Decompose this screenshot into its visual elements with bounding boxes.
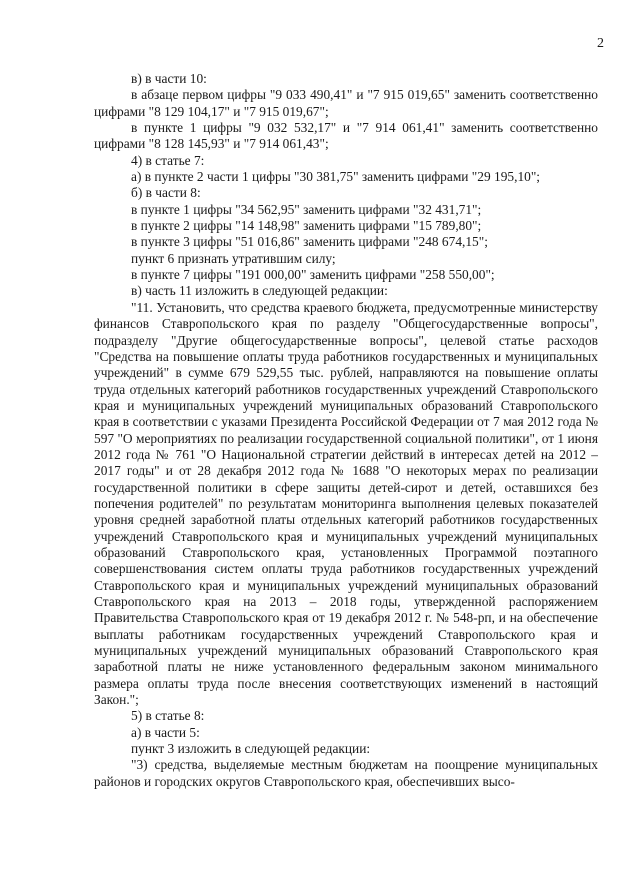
paragraph-point-3-heading: пункт 3 изложить в следующей редакции: [131,741,371,757]
paragraph-part-11-heading: в) часть 11 изложить в следующей редакции: [131,283,388,299]
paragraph-part-8-heading: б) в части 8: [131,185,201,201]
document-body [94,71,598,790]
paragraph-part-5-heading: а) в части 5: [131,724,200,740]
paragraph-point-3-text: "3) средства, выделяемые местным бюджетам на поощрение муниципальных районов и городских округов Ставропольского края, обеспечивших высо- [94,757,598,789]
paragraph-part-10-heading: в) в части 10: [131,71,207,86]
paragraph-article-7-heading: 4) в статье 7: [131,152,205,168]
paragraph-point-1-replacement: в пункте 1 цифры "9 032 532,17" и "7 914 061,41" заменить соответственно цифрами "8 128 145,93" и "7 914 061,43"; [94,120,598,152]
paragraph-part-11-text: "11. Установить, что средства краевого бюджета, предусмотренные министерству финансов Ставропольского края по разделу "Общегосударственные вопросы", подразделу "Другие общегосударственные вопросы", целевой статье расходов "Средства на повышение оплаты труда работников государственных и муниципальных учреждений" в сумме 679 529,55 тыс. рублей, направляются на повышение оплаты труда отдельных категорий работников государственных учреждений Ставропольского края и муниципальных учреждений муниципальных образований Ставропольского края в соответствии с указами Президента Российской Федерации от 7 мая 2012 года № 597 "О мероприятиях по реализации государственной социальной политики", от 1 июня 2012 года № 761 "О Национальной стратегии действий в интересах детей на 2012 – 2017 годы" и от 28 декабря 2012 года № 1688 "О некоторых мерах по реализации государственной политики в сфере защиты детей-сирот и детей, оставшихся без попечения родителей" по результатам мониторинга выполнения целевых показателей уровня средней заработной платы отдельных категорий работников государственных учреждений Ставропольского края и муниципальных учреждений муниципальных образований Ставропольского края, установленных Программой поэтапного совершенствования систем оплаты труда работников государственных учреждений Ставропольского края и муниципальных учреждений муниципальных образований Ставропольского края на 2013 – 2018 годы, утвержденной распоряжением Правительства Ставропольского края от 19 декабря 2012 г. № 548-рп, и на обеспечение выплаты работникам государственных учреждений Ставропольского края и муниципальных учреждений муниципальных образований Ставропольского края заработной платы не ниже установленного федеральным законом минимального размера оплаты труда после внесения соответствующих изменений в настоящий Закон."; [94,299,598,708]
paragraph-article-7-a: а) в пункте 2 части 1 цифры "30 381,75" заменить цифрами "29 195,10"; [131,169,541,185]
paragraph-first-abzac-replacement: в абзаце первом цифры "9 033 490,41" и "7 915 019,65" заменить соответственно цифрами "8 129 104,17" и "7 915 019,67"; [94,87,598,119]
paragraph-part-8-point-7: в пункте 7 цифры "191 000,00" заменить цифрами "258 550,00"; [131,267,495,283]
paragraph-part-8-point-2: в пункте 2 цифры "14 148,98" заменить цифрами "15 789,80"; [131,218,482,234]
paragraph-article-8-heading: 5) в статье 8: [131,708,205,724]
paragraph-part-8-point-3: в пункте 3 цифры "51 016,86" заменить цифрами "248 674,15"; [131,234,488,250]
page-number: 2 [597,36,604,51]
paragraph-part-8-point-6: пункт 6 признать утратившим силу; [131,250,336,266]
paragraph-part-8-point-1: в пункте 1 цифры "34 562,95" заменить цифрами "32 431,71"; [131,201,482,217]
